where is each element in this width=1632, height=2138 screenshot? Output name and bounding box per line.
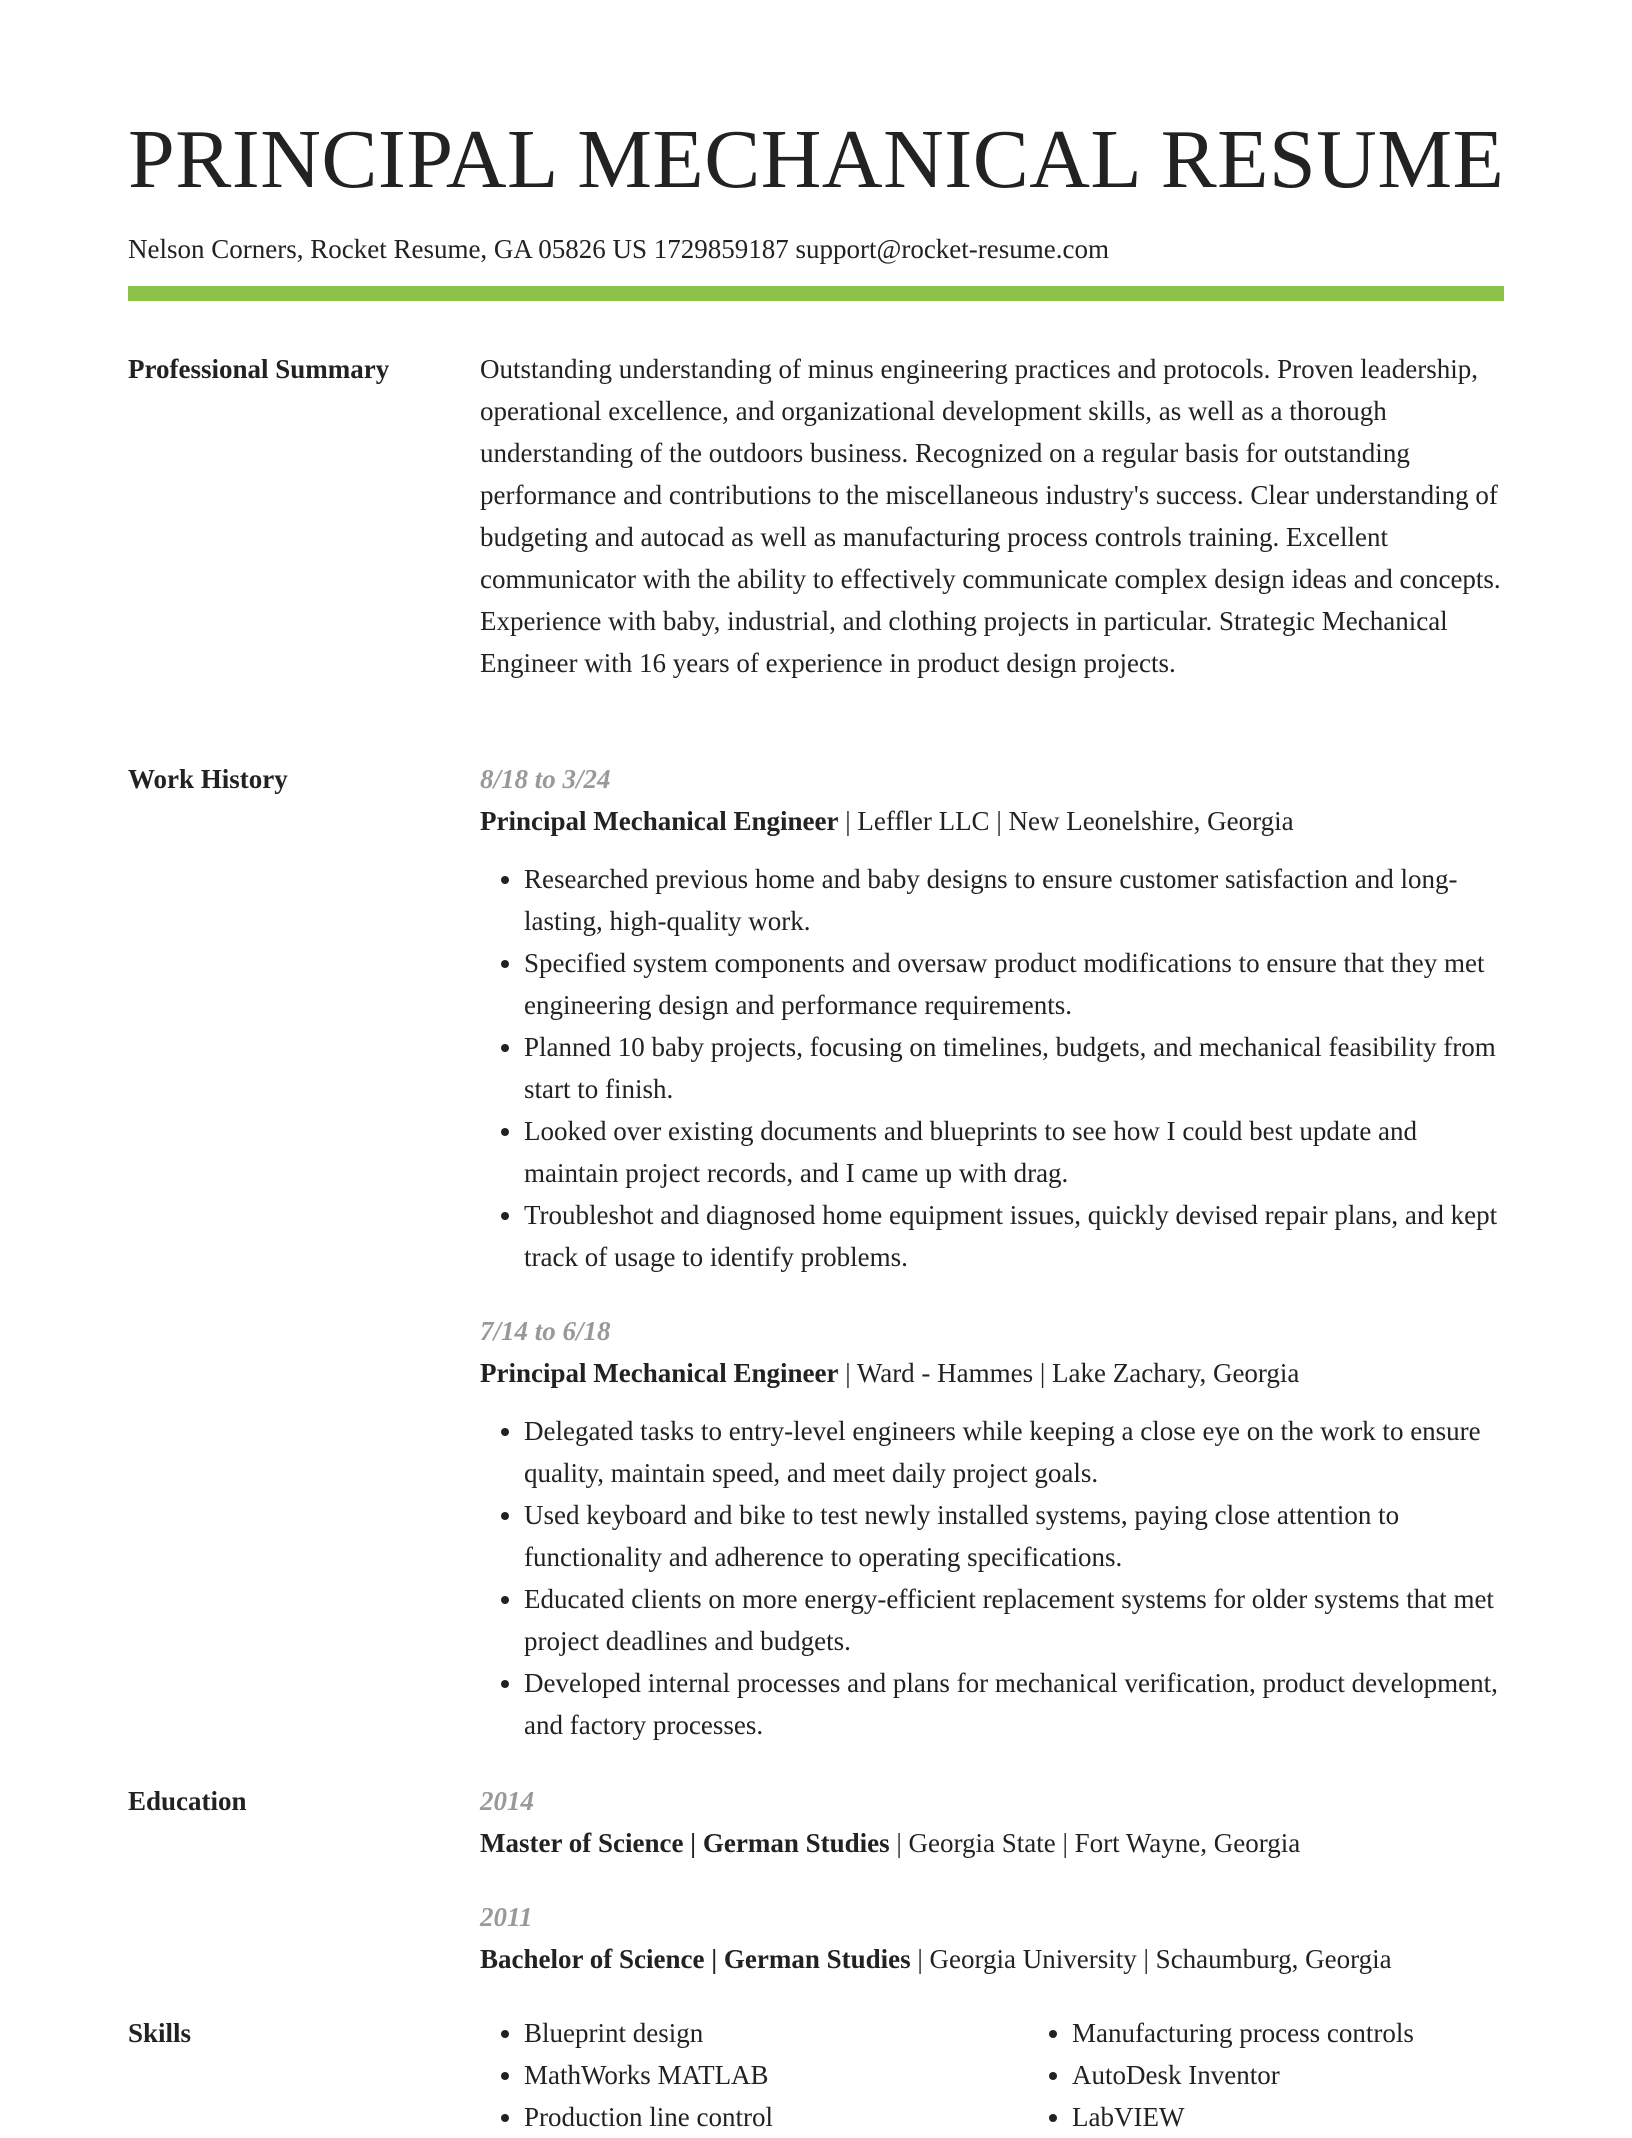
- education-entry: [480, 1896, 1504, 1980]
- skills-list-right: [1028, 2012, 1532, 2138]
- skill-item: • Production line control: [524, 2096, 984, 2138]
- section-title-work-history: Work History: [128, 764, 288, 794]
- skill-item: • Manufacturing process controls: [1072, 2012, 1532, 2054]
- summary-body: [480, 348, 1504, 684]
- job-title: Principal Mechanical Engineer: [480, 1358, 839, 1388]
- job-dates: 7/14 to 6/18: [480, 1316, 611, 1346]
- education-body: [480, 1780, 1504, 1980]
- job-entry: [480, 1310, 1504, 1746]
- job-title: Principal Mechanical Engineer: [480, 806, 839, 836]
- education-year: 2014: [480, 1786, 534, 1816]
- job-bullet: • Delegated tasks to entry-level engineers while keeping a close eye on the work to ensure quality, maintain speed, and meet daily project goals.: [524, 1410, 1504, 1494]
- education-entry: [480, 1780, 1504, 1864]
- job-bullet: • Educated clients on more energy-efficient replacement systems for older systems that met project deadlines and budgets.: [524, 1578, 1504, 1662]
- section-title-skills: Skills: [128, 2018, 192, 2048]
- education-degree-line: [480, 1938, 1504, 1980]
- work-history-body: [480, 758, 1504, 1746]
- job-bullet: • Troubleshot and diagnosed home equipment issues, quickly devised repair plans, and kept track of usage to identify problems.: [524, 1194, 1504, 1278]
- education-year: 2011: [480, 1902, 533, 1932]
- job-bullet: • Researched previous home and baby designs to ensure customer satisfaction and long-lasting, high-quality work.: [524, 858, 1504, 942]
- skill-item: • MathWorks MATLAB: [524, 2054, 984, 2096]
- skill-item: • LabVIEW: [1072, 2096, 1532, 2138]
- skills-body: [480, 2012, 1504, 2138]
- job-bullet: • Used keyboard and bike to test newly installed systems, paying close attention to functionality and adherence to operating specifications.: [524, 1494, 1504, 1578]
- section-title-summary: Professional Summary: [128, 354, 390, 384]
- section-title-education: Education: [128, 1786, 247, 1816]
- job-bullet: • Looked over existing documents and blueprints to see how I could best update and maintain project records, and I came up with drag.: [524, 1110, 1504, 1194]
- job-title-line: [480, 1352, 1504, 1394]
- job-entry: [480, 758, 1504, 1278]
- job-bullet: • Developed internal processes and plans for mechanical verification, product development, and factory processes.: [524, 1662, 1504, 1746]
- education-degree-line: [480, 1822, 1504, 1864]
- header-accent-rule: [128, 286, 1504, 301]
- job-dates: 8/18 to 3/24: [480, 764, 611, 794]
- education-degree: Master of Science | German Studies: [480, 1828, 890, 1858]
- skill-item: • AutoDesk Inventor: [1072, 2054, 1532, 2096]
- education-degree: Bachelor of Science | German Studies: [480, 1944, 911, 1974]
- resume-name: PRINCIPAL MECHANICAL RESUME: [128, 113, 1505, 206]
- skills-list-left: [480, 2012, 984, 2138]
- education-details: | Georgia University | Schaumburg, Georgia: [910, 1944, 1392, 1974]
- education-details: | Georgia State | Fort Wayne, Georgia: [889, 1828, 1301, 1858]
- summary-text: Outstanding understanding of minus engineering practices and protocols. Proven leadership, operational excellence, and organizational development skills, as well as a thorough understanding of the outdoors business. Recognized on a regular basis for outstanding performance and contributions to the miscellaneous industry's success. Clear understanding of budgeting and autocad as well as manufacturing process controls training. Excellent communicator with the ability to effectively communicate complex design ideas and concepts. Experience with baby, industrial, and clothing projects in particular. Strategic Mechanical Engineer with 16 years of experience in product design projects.: [480, 354, 1501, 678]
- skills-columns: [480, 2012, 1504, 2138]
- job-title-line: [480, 800, 1504, 842]
- job-details: | Leffler LLC | New Leonelshire, Georgia: [838, 806, 1294, 836]
- job-details: | Ward - Hammes | Lake Zachary, Georgia: [838, 1358, 1300, 1388]
- job-bullets: [480, 1410, 1504, 1746]
- skill-item: • Blueprint design: [524, 2012, 984, 2054]
- job-bullet: • Specified system components and oversaw product modifications to ensure that they met engineering design and performance requirements.: [524, 942, 1504, 1026]
- job-bullets: [480, 858, 1504, 1278]
- contact-line: Nelson Corners, Rocket Resume, GA 05826 US 1729859187 support@rocket-resume.com: [128, 234, 1109, 264]
- job-bullet: • Planned 10 baby projects, focusing on timelines, budgets, and mechanical feasibility from start to finish.: [524, 1026, 1504, 1110]
